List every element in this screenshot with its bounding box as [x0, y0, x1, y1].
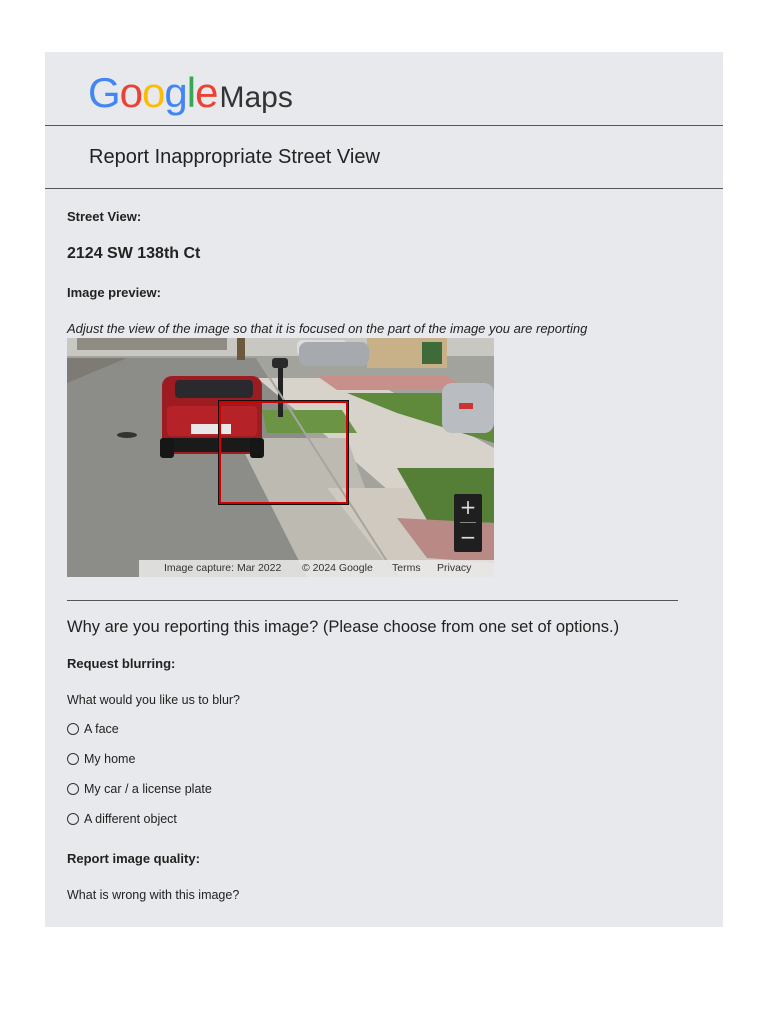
radio-label: A different object — [84, 812, 177, 826]
logo-maps-text: Maps — [219, 81, 293, 114]
radio-label: A face — [84, 722, 119, 736]
focus-selection-box[interactable] — [219, 401, 348, 504]
quality-heading: Report image quality: — [67, 851, 200, 866]
title-bar — [45, 126, 723, 189]
logo-letter: o — [142, 69, 165, 116]
logo-letter: G — [88, 69, 120, 116]
header — [45, 52, 723, 126]
radio-label: My car / a license plate — [84, 782, 212, 796]
section-divider — [67, 600, 678, 601]
image-capture-date: Image capture: Mar 2022 — [164, 562, 282, 574]
zoom-in-button[interactable]: + — [459, 495, 477, 519]
image-attribution-bar — [139, 560, 494, 577]
zoom-control — [454, 494, 482, 552]
street-view-preview[interactable] — [67, 338, 494, 577]
preview-instruction: Adjust the view of the image so that it is focused on the part of the image you are reporting — [67, 321, 588, 336]
reason-question: Why are you reporting this image? (Please choose from one set of options.) — [67, 618, 620, 636]
blur-option-other[interactable] — [67, 810, 177, 828]
radio-label: My home — [84, 752, 136, 766]
street-view-label: Street View: — [67, 209, 142, 224]
google-maps-logo[interactable] — [88, 70, 293, 121]
logo-letter: o — [119, 69, 143, 116]
blur-heading: Request blurring: — [67, 656, 176, 671]
report-panel — [45, 52, 723, 927]
image-preview-label: Image preview: — [67, 285, 161, 300]
terms-link[interactable]: Terms — [392, 562, 421, 574]
blur-question: What would you like us to blur? — [67, 693, 241, 707]
copyright-text: © 2024 Google — [302, 562, 373, 574]
quality-question: What is wrong with this image? — [67, 888, 240, 902]
blur-option-home[interactable] — [67, 750, 135, 768]
street-address: 2124 SW 138th Ct — [67, 245, 201, 262]
zoom-out-button[interactable]: − — [459, 525, 477, 549]
zoom-divider — [460, 522, 476, 523]
blur-option-car[interactable] — [67, 780, 212, 798]
logo-letter: e — [195, 69, 218, 116]
radio-button[interactable] — [67, 723, 79, 735]
radio-button[interactable] — [67, 753, 79, 765]
radio-button[interactable] — [67, 813, 79, 825]
logo-letter: g — [164, 69, 187, 116]
logo-letter: l — [186, 69, 196, 116]
blur-option-face[interactable] — [67, 720, 119, 738]
page-title: Report Inappropriate Street View — [89, 146, 380, 168]
radio-button[interactable] — [67, 783, 79, 795]
privacy-link[interactable]: Privacy — [437, 562, 472, 574]
